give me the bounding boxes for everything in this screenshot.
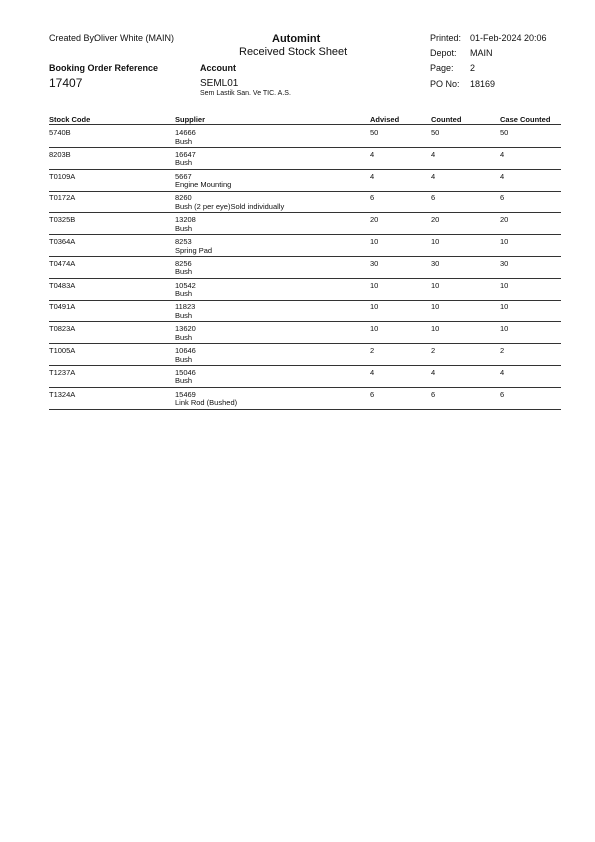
counted-value: 4 xyxy=(431,171,436,181)
row-divider xyxy=(49,147,561,148)
stock-code: T1005A xyxy=(49,346,76,355)
row-divider xyxy=(49,409,561,410)
supplier-code: 15469 xyxy=(175,389,196,399)
item-description: Bush xyxy=(175,332,193,342)
stock-code: T0325B xyxy=(49,215,76,225)
supplier-code: 13620 xyxy=(175,324,196,334)
item-description: Bush xyxy=(175,310,193,320)
account-code: SEML01 xyxy=(200,78,239,89)
counted-value: 6 xyxy=(431,389,436,399)
row-divider xyxy=(49,234,561,235)
case-counted-value: 10 xyxy=(500,280,509,290)
counted-value: 30 xyxy=(431,258,440,268)
col-header-supplier: Supplier xyxy=(175,115,206,124)
printed-label: Printed: xyxy=(430,33,462,43)
counted-value: 10 xyxy=(431,237,440,246)
created-by-value: Oliver White (MAIN) xyxy=(94,33,175,43)
case-counted-value: 10 xyxy=(500,324,509,334)
printed-value: 01-Feb-2024 20:06 xyxy=(470,33,547,43)
header-divider xyxy=(49,124,561,125)
case-counted-value: 4 xyxy=(500,367,505,377)
case-counted-value: 6 xyxy=(500,193,505,203)
advised-value: 6 xyxy=(370,389,375,399)
booking-ref-label: Booking Order Reference xyxy=(49,63,159,73)
case-counted-value: 50 xyxy=(500,128,509,137)
case-counted-value: 4 xyxy=(500,149,505,159)
booking-ref-value: 17407 xyxy=(49,76,83,90)
row-divider xyxy=(49,256,561,257)
supplier-code: 10542 xyxy=(175,280,196,290)
stock-code: T0823A xyxy=(49,324,76,334)
advised-value: 10 xyxy=(370,302,379,312)
company-name: Automint xyxy=(272,33,321,45)
row-divider xyxy=(49,212,561,213)
col-header-stock-code: Stock Code xyxy=(49,115,91,124)
item-description: Engine Mounting xyxy=(175,180,232,190)
supplier-code: 8256 xyxy=(175,258,192,268)
counted-value: 6 xyxy=(431,193,436,203)
advised-value: 4 xyxy=(370,367,375,377)
stock-code: T0474A xyxy=(49,258,76,268)
account-label: Account xyxy=(200,63,236,73)
stock-code: T1237A xyxy=(49,367,76,377)
advised-value: 10 xyxy=(370,237,379,246)
case-counted-value: 30 xyxy=(500,258,509,268)
case-counted-value: 10 xyxy=(500,237,509,246)
case-counted-value: 2 xyxy=(500,346,505,355)
case-counted-value: 4 xyxy=(500,171,505,181)
row-divider xyxy=(49,321,561,322)
item-description: Bush xyxy=(175,223,193,233)
supplier-code: 14666 xyxy=(175,128,196,137)
counted-value: 10 xyxy=(431,324,440,334)
advised-value: 4 xyxy=(370,171,375,181)
po-number: 18169 xyxy=(470,79,496,89)
stock-code: T0172A xyxy=(49,193,76,203)
row-divider xyxy=(49,191,561,192)
counted-value: 20 xyxy=(431,215,440,225)
counted-value: 4 xyxy=(431,367,436,377)
row-divider xyxy=(49,387,561,388)
advised-value: 6 xyxy=(370,193,375,203)
counted-value: 2 xyxy=(431,346,436,355)
case-counted-value: 20 xyxy=(500,215,509,225)
stock-code: T0364A xyxy=(49,237,76,246)
supplier-code: 16647 xyxy=(175,149,196,159)
counted-value: 10 xyxy=(431,280,440,290)
advised-value: 4 xyxy=(370,149,375,159)
col-header-advised: Advised xyxy=(370,115,400,124)
advised-value: 30 xyxy=(370,258,379,268)
item-description: Bush xyxy=(175,158,193,168)
page-number: 2 xyxy=(470,63,476,73)
row-divider xyxy=(49,365,561,366)
item-description: Bush xyxy=(175,354,193,364)
col-header-case-counted: Case Counted xyxy=(500,115,551,124)
item-description: Link Rod (Bushed) xyxy=(175,398,238,408)
supplier-code: 11823 xyxy=(175,302,196,312)
item-description: Bush xyxy=(175,376,193,386)
advised-value: 10 xyxy=(370,324,379,334)
advised-value: 20 xyxy=(370,215,379,225)
col-header-counted: Counted xyxy=(431,115,462,124)
advised-value: 50 xyxy=(370,128,379,137)
case-counted-value: 6 xyxy=(500,389,505,399)
item-description: Spring Pad xyxy=(175,245,213,255)
row-divider xyxy=(49,278,561,279)
depot-value: MAIN xyxy=(470,48,493,58)
stock-code: 5740B xyxy=(49,128,71,137)
po-label: PO No: xyxy=(430,79,460,89)
supplier-code: 10646 xyxy=(175,346,196,355)
stock-code: T0491A xyxy=(49,302,76,312)
item-description: Bush xyxy=(175,289,193,299)
supplier-code: 5667 xyxy=(175,171,192,181)
supplier-code: 8253 xyxy=(175,237,192,246)
row-divider xyxy=(49,300,561,301)
row-divider xyxy=(49,343,561,344)
stock-code: T1324A xyxy=(49,389,76,399)
stock-code: 8203B xyxy=(49,149,71,159)
advised-value: 2 xyxy=(370,346,375,355)
counted-value: 10 xyxy=(431,302,440,312)
supplier-code: 15046 xyxy=(175,367,196,377)
item-description: Bush (2 per eye)Sold individually xyxy=(175,201,285,211)
counted-value: 4 xyxy=(431,149,436,159)
created-by-label: Created By: xyxy=(49,33,97,43)
depot-label: Depot: xyxy=(430,48,457,58)
item-description: Bush xyxy=(175,267,193,277)
case-counted-value: 10 xyxy=(500,302,509,312)
supplier-code: 8260 xyxy=(175,193,192,203)
supplier-code: 13208 xyxy=(175,215,196,225)
item-description: Bush xyxy=(175,136,193,146)
advised-value: 10 xyxy=(370,280,379,290)
row-divider xyxy=(49,169,561,170)
account-name: Sem Lastik San. Ve TIC. A.S. xyxy=(200,90,291,97)
counted-value: 50 xyxy=(431,128,440,137)
stock-code: T0109A xyxy=(49,171,76,181)
page-label: Page: xyxy=(430,63,454,73)
page-title: Received Stock Sheet xyxy=(239,46,348,58)
stock-code: T0483A xyxy=(49,280,76,290)
